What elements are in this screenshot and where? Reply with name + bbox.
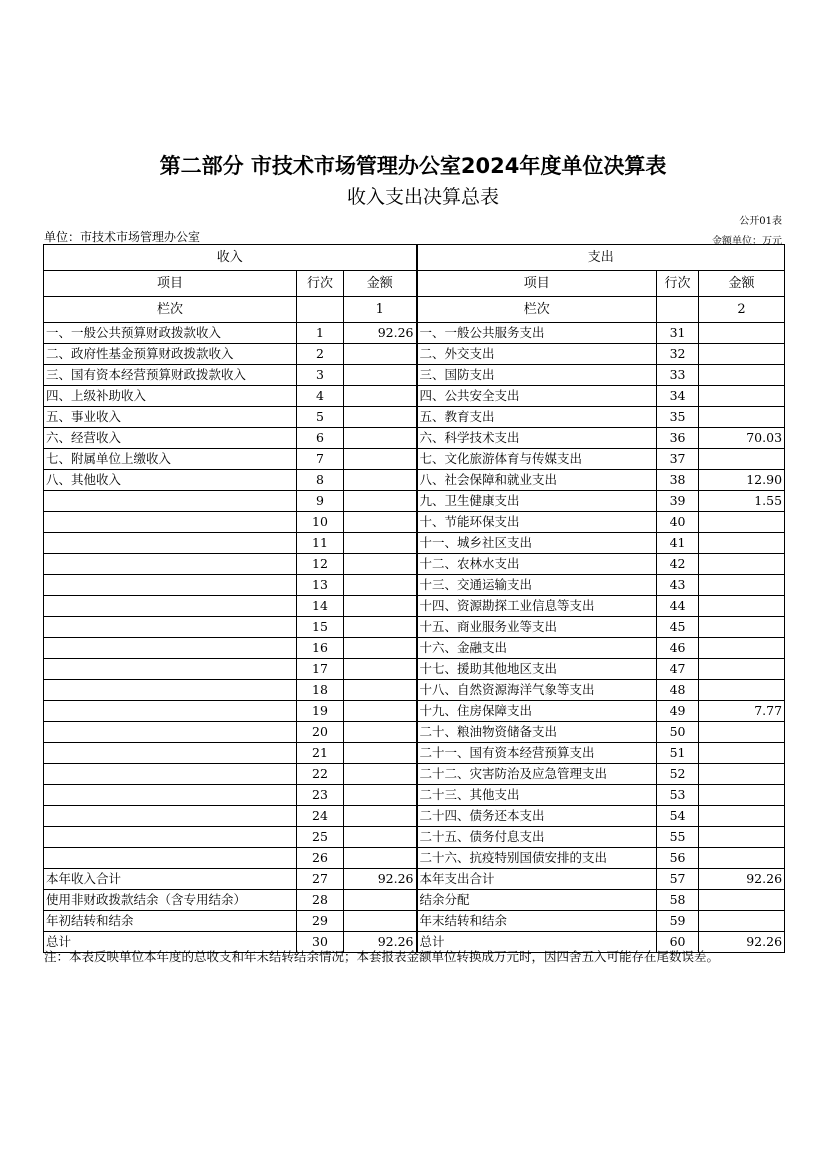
expense-row-no-cell: 35 <box>657 407 699 428</box>
expense-item-cell: 十四、资源勘探工业信息等支出 <box>417 596 657 617</box>
expense-item-header: 项目 <box>417 271 657 297</box>
expense-amount-cell: 70.03 <box>699 428 785 449</box>
income-row-no-cell: 8 <box>297 470 344 491</box>
expense-col-label: 栏次 <box>417 297 657 323</box>
table-row <box>44 827 785 848</box>
table-row <box>44 806 785 827</box>
expense-row-no-cell: 33 <box>657 365 699 386</box>
income-amount-cell <box>344 470 417 491</box>
expense-amount-header: 金额 <box>699 271 785 297</box>
expense-header: 支出 <box>417 245 785 271</box>
income-amount-cell <box>344 764 417 785</box>
expense-row-no-cell: 42 <box>657 554 699 575</box>
income-row-no-cell: 22 <box>297 764 344 785</box>
income-item-cell: 六、经营收入 <box>44 428 297 449</box>
income-item-cell: 五、事业收入 <box>44 407 297 428</box>
income-amount-cell <box>344 407 417 428</box>
expense-amount-cell <box>699 659 785 680</box>
expense-amount-cell <box>699 890 785 911</box>
footnote: 注：本表反映单位本年度的总收支和年末结转结余情况；本套报表金额单位转换成万元时，因四舍五入可能存在尾数误差。 <box>44 949 720 964</box>
income-amount-cell <box>344 806 417 827</box>
income-row-no-cell: 16 <box>297 638 344 659</box>
income-item-cell: 使用非财政拨款结余（含专用结余） <box>44 890 297 911</box>
income-row-no-cell: 27 <box>297 869 344 890</box>
unit-label: 单位：市技术市场管理办公室 <box>44 230 201 244</box>
income-row-no-cell: 28 <box>297 890 344 911</box>
expense-item-cell: 十三、交通运输支出 <box>417 575 657 596</box>
expense-amount-cell <box>699 743 785 764</box>
expense-item-cell: 总计 <box>417 932 657 953</box>
table-row <box>44 512 785 533</box>
expense-row-no-cell: 49 <box>657 701 699 722</box>
table-row <box>44 848 785 869</box>
income-amount-header: 金额 <box>344 271 417 297</box>
money-unit-label: 金额单位：万元 <box>712 236 782 247</box>
income-row-no-cell: 21 <box>297 743 344 764</box>
table-row <box>44 785 785 806</box>
expense-amount-cell <box>699 533 785 554</box>
table-row <box>44 890 785 911</box>
expense-row-no-cell: 31 <box>657 323 699 344</box>
expense-row-no-cell: 45 <box>657 617 699 638</box>
income-amount-cell <box>344 680 417 701</box>
expense-item-cell: 二、外交支出 <box>417 344 657 365</box>
expense-row-no-cell: 60 <box>657 932 699 953</box>
income-row-no-cell: 29 <box>297 911 344 932</box>
income-amount-cell: 92.26 <box>344 932 417 953</box>
income-row-no-cell: 24 <box>297 806 344 827</box>
income-row-no-cell: 5 <box>297 407 344 428</box>
table-row <box>44 386 785 407</box>
expense-item-cell: 十八、自然资源海洋气象等支出 <box>417 680 657 701</box>
expense-item-cell: 十九、住房保障支出 <box>417 701 657 722</box>
expense-row-no-cell: 50 <box>657 722 699 743</box>
income-item-cell <box>44 554 297 575</box>
income-row-no-cell: 6 <box>297 428 344 449</box>
table-row <box>44 659 785 680</box>
income-item-cell: 本年收入合计 <box>44 869 297 890</box>
income-amount-cell <box>344 533 417 554</box>
table-row <box>44 722 785 743</box>
income-item-cell <box>44 659 297 680</box>
header-row-sections <box>44 245 785 271</box>
table-row <box>44 911 785 932</box>
income-header: 收入 <box>44 245 417 271</box>
income-row-no-header: 行次 <box>297 271 344 297</box>
expense-item-cell: 二十二、灾害防治及应急管理支出 <box>417 764 657 785</box>
expense-item-cell: 十二、农林水支出 <box>417 554 657 575</box>
expense-item-cell: 八、社会保障和就业支出 <box>417 470 657 491</box>
expense-amount-cell <box>699 785 785 806</box>
expense-item-cell: 二十一、国有资本经营预算支出 <box>417 743 657 764</box>
income-item-cell <box>44 722 297 743</box>
income-row-no-cell: 11 <box>297 533 344 554</box>
income-amount-cell <box>344 743 417 764</box>
table-row <box>44 449 785 470</box>
income-item-cell <box>44 806 297 827</box>
expense-amount-cell <box>699 554 785 575</box>
income-item-cell <box>44 764 297 785</box>
income-row-no-cell: 3 <box>297 365 344 386</box>
income-row-no-cell: 15 <box>297 617 344 638</box>
income-item-cell <box>44 617 297 638</box>
income-row-no-cell: 13 <box>297 575 344 596</box>
income-row-no-cell: 26 <box>297 848 344 869</box>
table-row <box>44 869 785 890</box>
table-row <box>44 701 785 722</box>
income-item-cell <box>44 491 297 512</box>
expense-row-no-cell: 52 <box>657 764 699 785</box>
expense-item-cell: 十六、金融支出 <box>417 638 657 659</box>
expense-item-cell: 本年支出合计 <box>417 869 657 890</box>
expense-row-no-cell: 44 <box>657 596 699 617</box>
expense-amount-cell <box>699 323 785 344</box>
expense-item-cell: 十七、援助其他地区支出 <box>417 659 657 680</box>
expense-amount-cell <box>699 449 785 470</box>
income-row-no-cell: 20 <box>297 722 344 743</box>
income-amount-cell <box>344 659 417 680</box>
table-row <box>44 638 785 659</box>
income-row-no-cell: 2 <box>297 344 344 365</box>
income-item-header: 项目 <box>44 271 297 297</box>
expense-amount-cell <box>699 806 785 827</box>
form-number: 公开01表 <box>739 216 782 227</box>
income-item-cell: 年初结转和结余 <box>44 911 297 932</box>
expense-row-no-cell: 55 <box>657 827 699 848</box>
expense-item-cell: 二十、粮油物资储备支出 <box>417 722 657 743</box>
income-row-no-cell: 4 <box>297 386 344 407</box>
table-row <box>44 617 785 638</box>
income-amount-cell <box>344 512 417 533</box>
income-item-cell <box>44 512 297 533</box>
expense-amount-cell <box>699 407 785 428</box>
income-item-cell <box>44 680 297 701</box>
expense-col-blank <box>657 297 699 323</box>
income-amount-cell <box>344 449 417 470</box>
expense-row-no-cell: 56 <box>657 848 699 869</box>
income-row-no-cell: 14 <box>297 596 344 617</box>
expense-amount-cell: 92.26 <box>699 869 785 890</box>
expense-item-cell: 二十四、债务还本支出 <box>417 806 657 827</box>
expense-amount-cell <box>699 848 785 869</box>
expense-item-cell: 二十三、其他支出 <box>417 785 657 806</box>
expense-row-no-cell: 41 <box>657 533 699 554</box>
income-row-no-cell: 1 <box>297 323 344 344</box>
table-row <box>44 533 785 554</box>
expense-amount-cell <box>699 365 785 386</box>
income-amount-cell <box>344 785 417 806</box>
income-amount-cell <box>344 848 417 869</box>
income-amount-cell <box>344 890 417 911</box>
expense-row-no-cell: 59 <box>657 911 699 932</box>
expense-amount-cell <box>699 386 785 407</box>
income-amount-cell <box>344 638 417 659</box>
income-amount-cell: 92.26 <box>344 323 417 344</box>
expense-item-cell: 五、教育支出 <box>417 407 657 428</box>
expense-item-cell: 七、文化旅游体育与传媒支出 <box>417 449 657 470</box>
expense-amount-cell <box>699 911 785 932</box>
expense-item-cell: 十、节能环保支出 <box>417 512 657 533</box>
income-col-label: 栏次 <box>44 297 297 323</box>
income-item-cell: 四、上级补助收入 <box>44 386 297 407</box>
income-amount-cell: 92.26 <box>344 869 417 890</box>
income-item-cell <box>44 743 297 764</box>
expense-row-no-cell: 43 <box>657 575 699 596</box>
expense-row-no-cell: 51 <box>657 743 699 764</box>
expense-amount-cell <box>699 638 785 659</box>
income-item-cell: 八、其他收入 <box>44 470 297 491</box>
table-row <box>44 596 785 617</box>
income-col-index: 1 <box>344 297 417 323</box>
expense-item-cell: 四、公共安全支出 <box>417 386 657 407</box>
expense-amount-cell <box>699 575 785 596</box>
expense-row-no-cell: 34 <box>657 386 699 407</box>
income-row-no-cell: 30 <box>297 932 344 953</box>
expense-amount-cell: 92.26 <box>699 932 785 953</box>
expense-item-cell: 九、卫生健康支出 <box>417 491 657 512</box>
expense-item-cell: 三、国防支出 <box>417 365 657 386</box>
income-item-cell <box>44 596 297 617</box>
expense-amount-cell: 12.90 <box>699 470 785 491</box>
expense-row-no-cell: 36 <box>657 428 699 449</box>
expense-row-no-cell: 40 <box>657 512 699 533</box>
expense-item-cell: 年末结转和结余 <box>417 911 657 932</box>
expense-row-no-cell: 47 <box>657 659 699 680</box>
table-row <box>44 575 785 596</box>
expense-item-cell: 六、科学技术支出 <box>417 428 657 449</box>
expense-amount-cell <box>699 827 785 848</box>
income-item-cell <box>44 575 297 596</box>
income-col-blank <box>297 297 344 323</box>
expense-amount-cell <box>699 512 785 533</box>
table-row <box>44 344 785 365</box>
income-item-cell: 三、国有资本经营预算财政拨款收入 <box>44 365 297 386</box>
table-row <box>44 554 785 575</box>
income-amount-cell <box>344 617 417 638</box>
income-row-no-cell: 19 <box>297 701 344 722</box>
table-row <box>44 470 785 491</box>
income-amount-cell <box>344 827 417 848</box>
document-title: 第二部分 市技术市场管理办公室2024年度单位决算表 <box>159 154 667 178</box>
table-row <box>44 680 785 701</box>
table-row <box>44 323 785 344</box>
expense-amount-cell <box>699 596 785 617</box>
table-row <box>44 743 785 764</box>
expense-amount-cell <box>699 722 785 743</box>
expense-col-index: 2 <box>699 297 785 323</box>
income-expense-table <box>43 244 785 953</box>
income-amount-cell <box>344 344 417 365</box>
header-row-col-index <box>44 297 785 323</box>
table-row <box>44 428 785 449</box>
expense-row-no-cell: 48 <box>657 680 699 701</box>
income-row-no-cell: 9 <box>297 491 344 512</box>
table-row <box>44 407 785 428</box>
expense-amount-cell: 7.77 <box>699 701 785 722</box>
income-amount-cell <box>344 575 417 596</box>
expense-amount-cell <box>699 344 785 365</box>
income-item-cell: 二、政府性基金预算财政拨款收入 <box>44 344 297 365</box>
expense-row-no-cell: 58 <box>657 890 699 911</box>
income-item-cell: 七、附属单位上缴收入 <box>44 449 297 470</box>
document-subtitle: 收入支出决算总表 <box>346 186 499 208</box>
table-row <box>44 491 785 512</box>
expense-row-no-cell: 38 <box>657 470 699 491</box>
expense-row-no-cell: 54 <box>657 806 699 827</box>
expense-row-no-cell: 39 <box>657 491 699 512</box>
income-row-no-cell: 12 <box>297 554 344 575</box>
income-row-no-cell: 23 <box>297 785 344 806</box>
expense-item-cell: 二十六、抗疫特别国债安排的支出 <box>417 848 657 869</box>
income-amount-cell <box>344 911 417 932</box>
table-row <box>44 365 785 386</box>
income-amount-cell <box>344 386 417 407</box>
expense-item-cell: 十五、商业服务业等支出 <box>417 617 657 638</box>
expense-row-no-cell: 46 <box>657 638 699 659</box>
income-amount-cell <box>344 365 417 386</box>
income-row-no-cell: 18 <box>297 680 344 701</box>
table-row <box>44 764 785 785</box>
expense-item-cell: 十一、城乡社区支出 <box>417 533 657 554</box>
expense-row-no-cell: 37 <box>657 449 699 470</box>
income-item-cell <box>44 638 297 659</box>
income-amount-cell <box>344 596 417 617</box>
expense-item-cell: 结余分配 <box>417 890 657 911</box>
income-row-no-cell: 25 <box>297 827 344 848</box>
income-item-cell <box>44 533 297 554</box>
income-item-cell <box>44 701 297 722</box>
expense-row-no-header: 行次 <box>657 271 699 297</box>
income-amount-cell <box>344 428 417 449</box>
income-item-cell <box>44 827 297 848</box>
expense-amount-cell <box>699 680 785 701</box>
income-amount-cell <box>344 722 417 743</box>
expense-row-no-cell: 57 <box>657 869 699 890</box>
expense-amount-cell <box>699 764 785 785</box>
expense-amount-cell <box>699 617 785 638</box>
income-item-cell: 总计 <box>44 932 297 953</box>
income-row-no-cell: 17 <box>297 659 344 680</box>
income-amount-cell <box>344 491 417 512</box>
income-item-cell <box>44 848 297 869</box>
income-row-no-cell: 7 <box>297 449 344 470</box>
expense-item-cell: 一、一般公共服务支出 <box>417 323 657 344</box>
expense-row-no-cell: 32 <box>657 344 699 365</box>
income-item-cell <box>44 785 297 806</box>
expense-item-cell: 二十五、债务付息支出 <box>417 827 657 848</box>
income-row-no-cell: 10 <box>297 512 344 533</box>
expense-amount-cell: 1.55 <box>699 491 785 512</box>
income-amount-cell <box>344 554 417 575</box>
income-item-cell: 一、一般公共预算财政拨款收入 <box>44 323 297 344</box>
income-amount-cell <box>344 701 417 722</box>
header-row-columns <box>44 271 785 297</box>
expense-row-no-cell: 53 <box>657 785 699 806</box>
